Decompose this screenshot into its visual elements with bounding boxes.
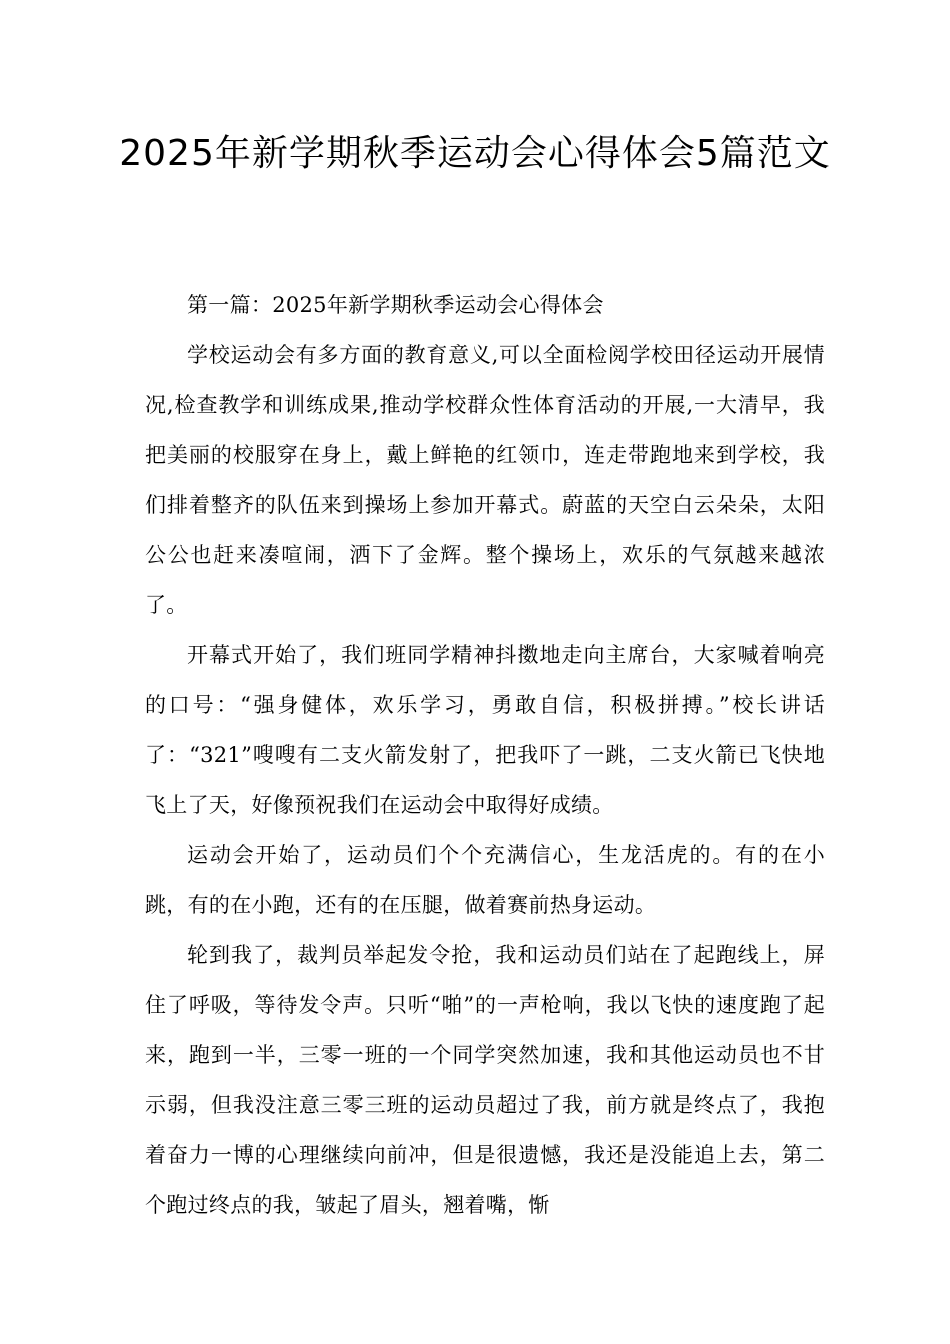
paragraph: 学校运动会有多方面的教育意义,可以全面检阅学校田径运动开展情况,检查教学和训练成果,推动学校群众性体育活动的开展,一大清早，我把美丽的校服穿在身上，戴上鲜艳的红领巾，连走带跑地来到学校，我们排着整齐的队伍来到操场上参加开幕式。蔚蓝的天空白云朵朵，太阳公公也赶来凑喧闹，洒下了金辉。整个操场上，欢乐的气氛越来越浓了。: [145, 343, 825, 617]
document-title: 2025年新学期秋季运动会心得体会5篇范文: [119, 133, 831, 174]
paragraph: 运动会开始了，运动员们个个充满信心，生龙活虎的。有的在小跳，有的在小跑，还有的在压腿，做着赛前热身运动。: [145, 843, 825, 917]
paragraph: 开幕式开始了，我们班同学精神抖擞地走向主席台，大家喊着响亮的口号：“强身健体，欢乐学习，勇敢自信，积极拼搏。”校长讲话了：“321”嗖嗖有二支火箭发射了，把我吓了一跳，二支火箭已飞快地飞上了天，好像预祝我们在运动会中取得好成绩。: [145, 643, 825, 817]
section-heading: 第一篇：2025年新学期秋季运动会心得体会: [187, 293, 604, 317]
document-body: [145, 280, 825, 1230]
paragraph: 轮到我了，裁判员举起发令抢，我和运动员们站在了起跑线上，屏住了呼吸，等待发令声。只听“啪”的一声枪响，我以飞快的速度跑了起来，跑到一半，三零一班的一个同学突然加速，我和其他运动员也不甘示弱，但我没注意三零三班的运动员超过了我，前方就是终点了，我抱着奋力一博的心理继续向前冲，但是很遗憾，我还是没能追上去，第二个跑过终点的我，皱起了眉头，翘着嘴，惭: [145, 943, 825, 1217]
